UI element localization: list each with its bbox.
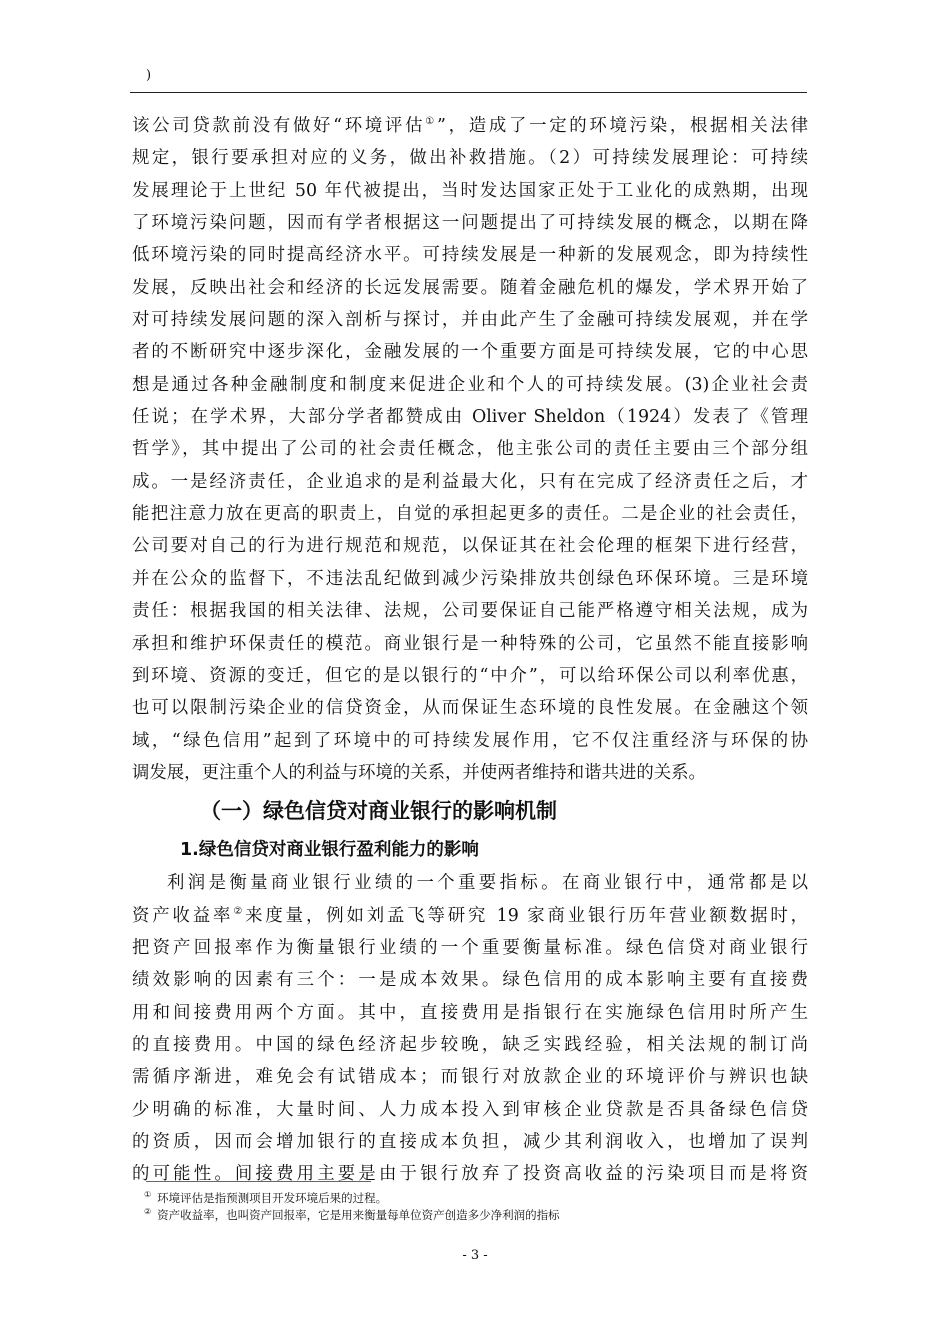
footnotes	[144, 1190, 804, 1224]
footnote-item	[144, 1207, 804, 1224]
text-line: 对可持续发展问题的深入剖析与探讨，并由此产生了金融可持续发展观，并在学	[132, 310, 808, 331]
text-line: 利润是衡量商业银行业绩的一个重要指标。在商业银行中，通常都是以	[167, 873, 808, 894]
text-line: 的可能性。间接费用主要是由于银行放弃了投资高收益的污染项目而是将资	[132, 1164, 808, 1185]
text-line: 的资质，因而会增加银行的直接成本负担，减少其利润收入，也增加了误判	[132, 1131, 808, 1152]
text-line: 资产收益率②来度量，例如刘孟飞等研究 19 家商业银行历年营业额数据时，	[132, 905, 808, 926]
text-line: 该公司贷款前没有做好“环境评估①”，造成了一定的环境污染，根据相关法律	[132, 116, 808, 136]
text-line: 低环境污染的同时提高经济水平。可持续发展是一种新的发展观念，即为持续性	[132, 245, 808, 266]
subsection-heading: 1.绿色信贷对商业银行盈利能力的影响	[180, 840, 479, 861]
text-line: 承担和维护环保责任的模范。商业银行是一种特殊的公司，它虽然不能直接影响	[132, 633, 808, 654]
text-line: 责任：根据我国的相关法律、法规，公司要保证自己能严格遵守相关法规，成为	[132, 601, 808, 622]
text-line: 公司要对自己的行为进行规范和规范，以保证其在社会伦理的框架下进行经营，	[132, 536, 808, 557]
text-line: 者的不断研究中逐步深化，金融发展的一个重要方面是可持续发展，它的中心思	[132, 342, 808, 363]
footnote-text: 资产收益率，也叫资产回报率，它是用来衡量每单位资产创造多少净利润的指标	[157, 1208, 560, 1222]
page-number: - 3 -	[462, 1248, 488, 1263]
footnote-mark: ②	[144, 1207, 152, 1217]
text-line: 想是通过各种金融制度和制度来促进企业和个人的可持续发展。(3)企业社会责	[132, 374, 808, 395]
text-line: 了环境污染问题，因而有学者根据这一问题提出了可持续发展的概念，以期在降	[132, 213, 808, 234]
text-line: 任说；在学术界，大部分学者都赞成由 Oliver Sheldon（1924）发表了《管理	[132, 407, 808, 428]
footnote-ref-1[interactable]: ①	[425, 116, 437, 128]
text-line: 规定，银行要承担对应的义务，做出补救措施。（2）可持续发展理论：可持续	[132, 148, 808, 169]
footnote-ref-2[interactable]: ②	[233, 905, 246, 917]
header-mark: )	[146, 68, 152, 83]
text-line: 域，“绿色信用”起到了环境中的可持续发展作用，它不仅注重经济与环保的协	[132, 730, 808, 751]
text-line: 需循序渐进，难免会有试错成本；而银行对放款企业的环境评价与辨识也缺	[132, 1067, 808, 1088]
footnote-item	[144, 1190, 804, 1207]
text-line: 绩效影响的因素有三个：一是成本效果。绿色信用的成本影响主要有直接费	[132, 970, 808, 991]
text-line: 的直接费用。中国的绿色经济起步较晚，缺乏实践经验，相关法规的制订尚	[132, 1034, 808, 1055]
section-heading: （一）绿色信贷对商业银行的影响机制	[200, 799, 557, 824]
text-line: 到环境、资源的变迁，但它的是以银行的“中介”，可以给环保公司以利率优惠，	[132, 665, 808, 686]
text-line: 发展理论于上世纪 50 年代被提出，当时发达国家正处于工业化的成熟期，出现	[132, 180, 808, 201]
text-line: 用和间接费用两个方面。其中，直接费用是指银行在实施绿色信用时所产生	[132, 1002, 808, 1023]
text-line: 发展，反映出社会和经济的长远发展需要。随着金融危机的爆发，学术界开始了	[132, 277, 808, 298]
text-line: 并在公众的监督下，不违法乱纪做到减少污染排放共创绿色环保环境。三是环境	[132, 568, 808, 589]
footnote-separator	[146, 1181, 371, 1182]
text-line: 哲学》，其中提出了公司的社会责任概念，他主张公司的责任主要由三个部分组	[132, 439, 808, 460]
body-text	[132, 110, 808, 1191]
text-line: 少明确的标准，大量时间、人力成本投入到审核企业贷款是否具备绿色信贷	[132, 1099, 808, 1120]
footnote-mark: ①	[144, 1190, 152, 1200]
header-rule	[130, 92, 807, 93]
text-line: 把资产回报率作为衡量银行业绩的一个重要衡量标准。绿色信贷对商业银行	[132, 937, 808, 958]
text-line: 调发展，更注重个人的利益与环境的关系，并使两者维持和谐共进的关系。	[132, 762, 706, 783]
text-line: 也可以限制污染企业的信贷资金，从而保证生态环境的良性发展。在金融这个领	[132, 698, 808, 719]
text-line: 能把注意力放在更高的职责上，自觉的承担起更多的责任。二是企业的社会责任，	[132, 504, 808, 525]
footnote-text: 环境评估是指预测项目开发环境后果的过程。	[157, 1191, 388, 1205]
text-line: 成。一是经济责任，企业追求的是利益最大化，只有在完成了经济责任之后，才	[132, 471, 808, 492]
